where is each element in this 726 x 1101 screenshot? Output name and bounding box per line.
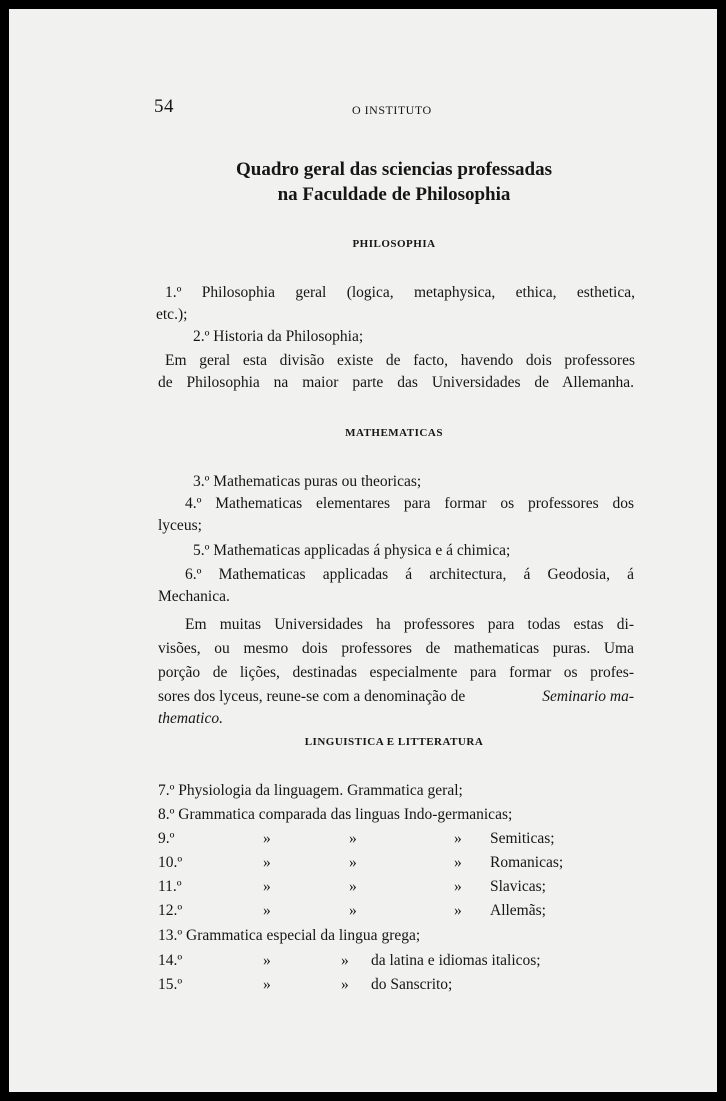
ditto-mark: » (263, 976, 271, 993)
ditto-mark: » (263, 830, 271, 847)
ditto-mark: » (454, 830, 462, 847)
ditto-mark: » (263, 902, 271, 919)
item-number: 10.º (158, 854, 183, 871)
document-page (9, 9, 717, 1092)
item-name: Allemãs; (490, 902, 546, 919)
item-number: 15.º (158, 976, 183, 993)
list-item-8: 8.º Grammatica comparada das linguas Indo-germanicas; (158, 806, 513, 823)
list-item-1-cont: etc.); (156, 306, 188, 323)
ditto-mark: » (454, 854, 462, 871)
list-item-7: 7.º Physiologia da linguagem. Grammatica geral; (158, 782, 463, 799)
paragraph-philosophia-line-2: de Philosophia na maior parte das Universidades de Allemanha. (158, 374, 634, 391)
list-item-4-cont: lyceus; (158, 517, 202, 534)
list-item-14 (158, 952, 182, 970)
list-item-6: 6.º Mathematicas applicadas á architectura, á Geodosia, á (185, 566, 634, 583)
paragraph-math-line-5: thematico. (158, 710, 223, 727)
ditto-mark: » (349, 878, 357, 895)
paragraph-math-text: sores dos lyceus, reune-se com a denominação de (158, 688, 466, 705)
list-item-5: 5.º Mathematicas applicadas á physica e á chimica; (193, 542, 511, 559)
page-title-line-1: Quadro geral das sciencias professadas (236, 159, 552, 180)
item-name: Slavicas; (490, 878, 546, 895)
page-title-line-2: na Faculdade de Philosophia (277, 184, 511, 205)
paragraph-math-line-1: Em muitas Universidades ha professores para todas estas di- (185, 616, 634, 633)
item-number: 11.º (158, 878, 182, 895)
ditto-mark: » (341, 952, 349, 969)
list-item-1: 1.º Philosophia geral (logica, metaphysica, ethica, esthetica, (165, 284, 635, 301)
ditto-mark: » (263, 952, 271, 969)
list-item-3: 3.º Mathematicas puras ou theoricas; (193, 473, 422, 490)
ditto-mark: » (349, 830, 357, 847)
list-item-4: 4.º Mathematicas elementares para formar os professores dos (185, 495, 634, 512)
paragraph-math-line-4 (158, 688, 634, 706)
ditto-mark: » (454, 902, 462, 919)
page-header (154, 96, 634, 122)
running-title: O INSTITUTO (352, 103, 432, 117)
list-item-6-cont: Mechanica. (158, 588, 230, 605)
ditto-mark: » (349, 854, 357, 871)
section-heading-linguistica: LINGUISTICA E LITTERATURA (304, 736, 484, 748)
list-item-2: 2.º Historia da Philosophia; (193, 328, 364, 345)
item-name: do Sanscrito; (371, 976, 453, 993)
item-name: da latina e idiomas italicos; (371, 952, 541, 969)
item-number: 14.º (158, 952, 183, 969)
item-name: Romanicas; (490, 854, 564, 871)
paragraph-math-line-3: porção de lições, destinadas especialmente para formar os profes- (158, 664, 634, 681)
ditto-mark: » (263, 854, 271, 871)
list-item-15 (158, 976, 182, 994)
ditto-mark: » (263, 878, 271, 895)
section-heading-mathematicas: MATHEMATICAS (345, 427, 443, 439)
list-item-13: 13.º Grammatica especial da lingua grega; (158, 927, 421, 944)
item-number: 12.º (158, 902, 183, 919)
paragraph-math-line-2: visões, ou mesmo dois professores de mathematicas puras. Uma (158, 640, 634, 657)
paragraph-philosophia-line-1: Em geral esta divisão existe de facto, havendo dois professores (165, 352, 635, 369)
paragraph-math-term: Seminario ma- (542, 688, 634, 705)
page-number: 54 (154, 96, 174, 117)
section-heading-philosophia: PHILOSOPHIA (352, 238, 436, 250)
ditto-mark: » (341, 976, 349, 993)
ditto-mark: » (349, 902, 357, 919)
ditto-mark: » (454, 878, 462, 895)
item-name: Semiticas; (490, 830, 555, 847)
item-number: 9.º (158, 830, 175, 847)
